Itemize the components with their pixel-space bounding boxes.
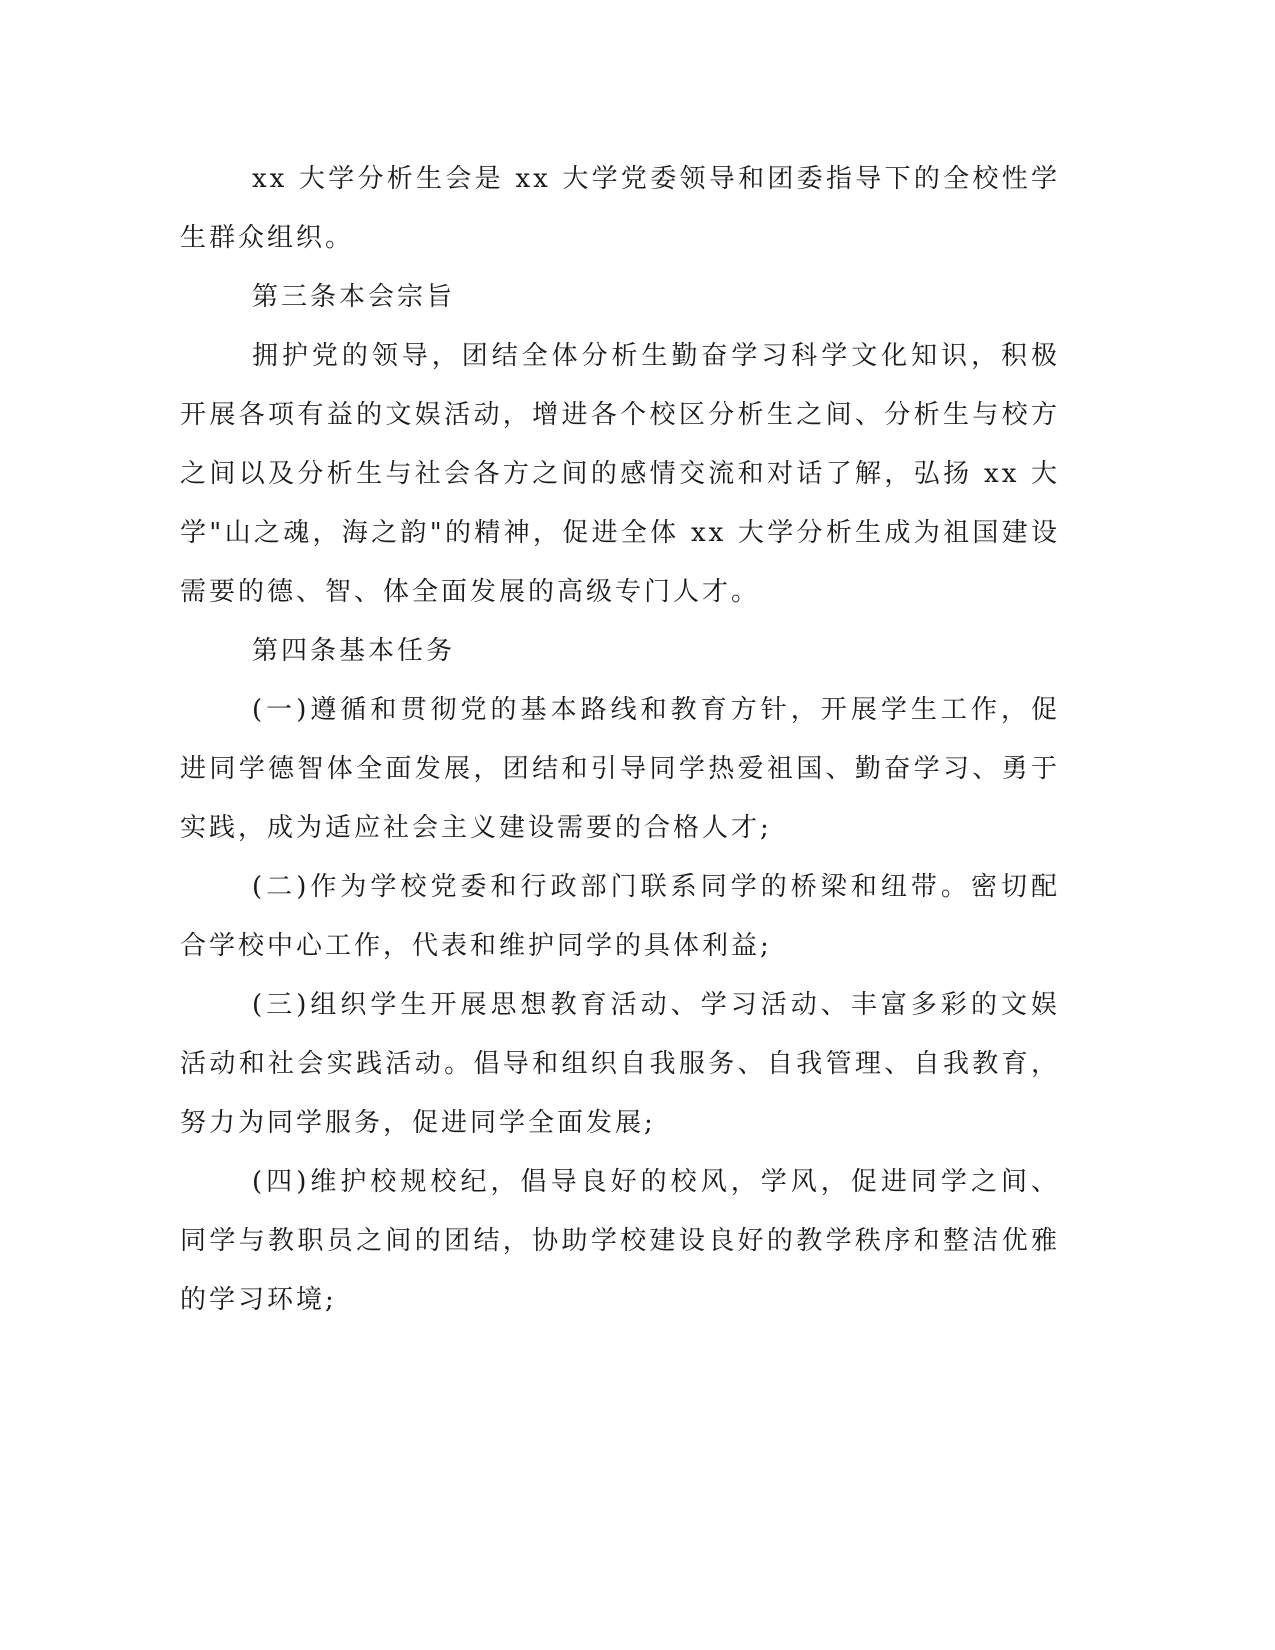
article-3-body: 拥护党的领导，团结全体分析生勤奋学习科学文化知识，积极开展各项有益的文娱活动，增进各个校区分析生之间、分析生与校方之间以及分析生与社会各方之间的感情交流和对话了解，弘扬 xx 大学"山之魂，海之韵"的精神，促进全体 xx 大学分析生成为祖国建设需要的德、智、体全面发展的高级专门人才。 xyxy=(180,341,1060,607)
article-4-heading: 第四条基本任务 xyxy=(252,636,456,666)
paragraph-intro: xx 大学分析生会是 xx 大学党委领导和团委指导下的全校性学生群众组织。 xyxy=(180,164,1060,253)
article-4-item-4: (四)维护校规校纪，倡导良好的校风，学风，促进同学之间、同学与教职员之间的团结，协助学校建设良好的教学秩序和整洁优雅的学习环境; xyxy=(180,1167,1060,1315)
document-body xyxy=(180,150,1060,1330)
article-3-heading: 第三条本会宗旨 xyxy=(252,282,456,312)
article-4-item-1: (一)遵循和贯彻党的基本路线和教育方针，开展学生工作，促进同学德智体全面发展，团结和引导同学热爱祖国、勤奋学习、勇于实践，成为适应社会主义建设需要的合格人才; xyxy=(180,695,1060,843)
article-4-item-2: (二)作为学校党委和行政部门联系同学的桥梁和纽带。密切配合学校中心工作，代表和维护同学的具体利益; xyxy=(180,872,1060,961)
article-4-item-3: (三)组织学生开展思想教育活动、学习活动、丰富多彩的文娱活动和社会实践活动。倡导和组织自我服务、自我管理、自我教育，努力为同学服务，促进同学全面发展; xyxy=(180,990,1060,1138)
